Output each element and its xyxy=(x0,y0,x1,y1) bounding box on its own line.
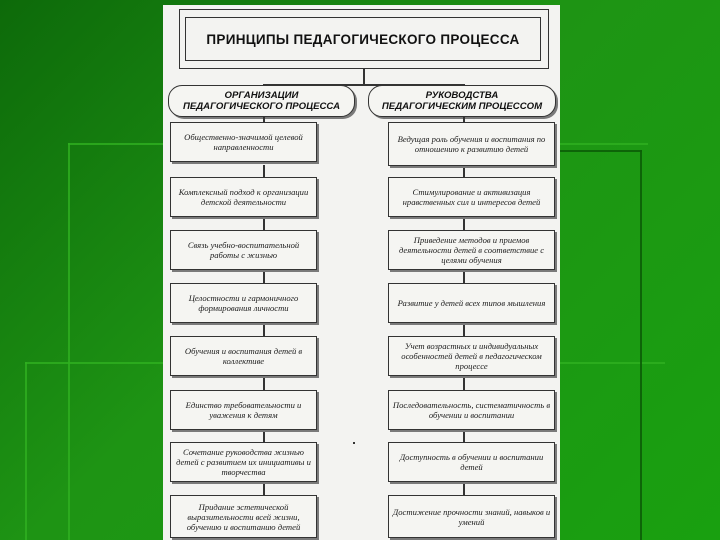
diagram-sheet xyxy=(163,5,560,540)
left-principle: Единство требовательности и уважения к детям xyxy=(170,390,317,430)
decor-line xyxy=(560,150,642,152)
left-principle: Общественно-значимой целевой направленности xyxy=(170,122,317,162)
right-principle: Развитие у детей всех типов мышления xyxy=(388,283,555,323)
right-column-header xyxy=(368,85,556,117)
left-header-line2: ПЕДАГОГИЧЕСКОГО ПРОЦЕССА xyxy=(182,101,341,112)
left-principle: Обучения и воспитания детей в коллективе xyxy=(170,336,317,376)
left-principle: Сочетание руководства жизнью детей с развитием их инициативы и творчества xyxy=(170,442,317,482)
right-principle: Стимулирование и активизация нравственных сил и интересов детей xyxy=(388,177,555,217)
diagram-title: ПРИНЦИПЫ ПЕДАГОГИЧЕСКОГО ПРОЦЕССА xyxy=(185,17,541,61)
right-principle: Ведущая роль обучения и воспитания по отношению к развитию детей xyxy=(388,122,555,166)
decor-line xyxy=(640,150,642,540)
decor-line xyxy=(68,143,70,540)
right-principle: Последовательность, систематичность в обучении и воспитании xyxy=(388,390,555,430)
right-header-line2: ПЕДАГОГИЧЕСКИМ ПРОЦЕССОМ xyxy=(381,101,543,112)
connector xyxy=(363,69,365,85)
left-principle: Связь учебно-воспитательной работы с жизнью xyxy=(170,230,317,270)
right-header-line1: РУКОВОДСТВА xyxy=(425,90,499,101)
left-column-header xyxy=(168,85,355,117)
right-principle: Приведение методов и приемов деятельности детей в соответствие с целями обучения xyxy=(388,230,555,270)
left-principle: Целостности и гармоничного формирования личности xyxy=(170,283,317,323)
left-principle: Комплексный подход к организации детской деятельности xyxy=(170,177,317,217)
right-principle: Достижение прочности знаний, навыков и умений xyxy=(388,495,555,538)
right-principle: Учет возрастных и индивидуальных особенностей детей в педагогическом процессе xyxy=(388,336,555,376)
left-principle: Придание эстетической выразительности всей жизни, обучению и воспитанию детей xyxy=(170,495,317,538)
left-header-line1: ОРГАНИЗАЦИИ xyxy=(224,90,299,101)
decor-line xyxy=(25,362,27,540)
scan-speck xyxy=(353,442,355,444)
right-principle: Доступность в обучении и воспитании детей xyxy=(388,442,555,482)
